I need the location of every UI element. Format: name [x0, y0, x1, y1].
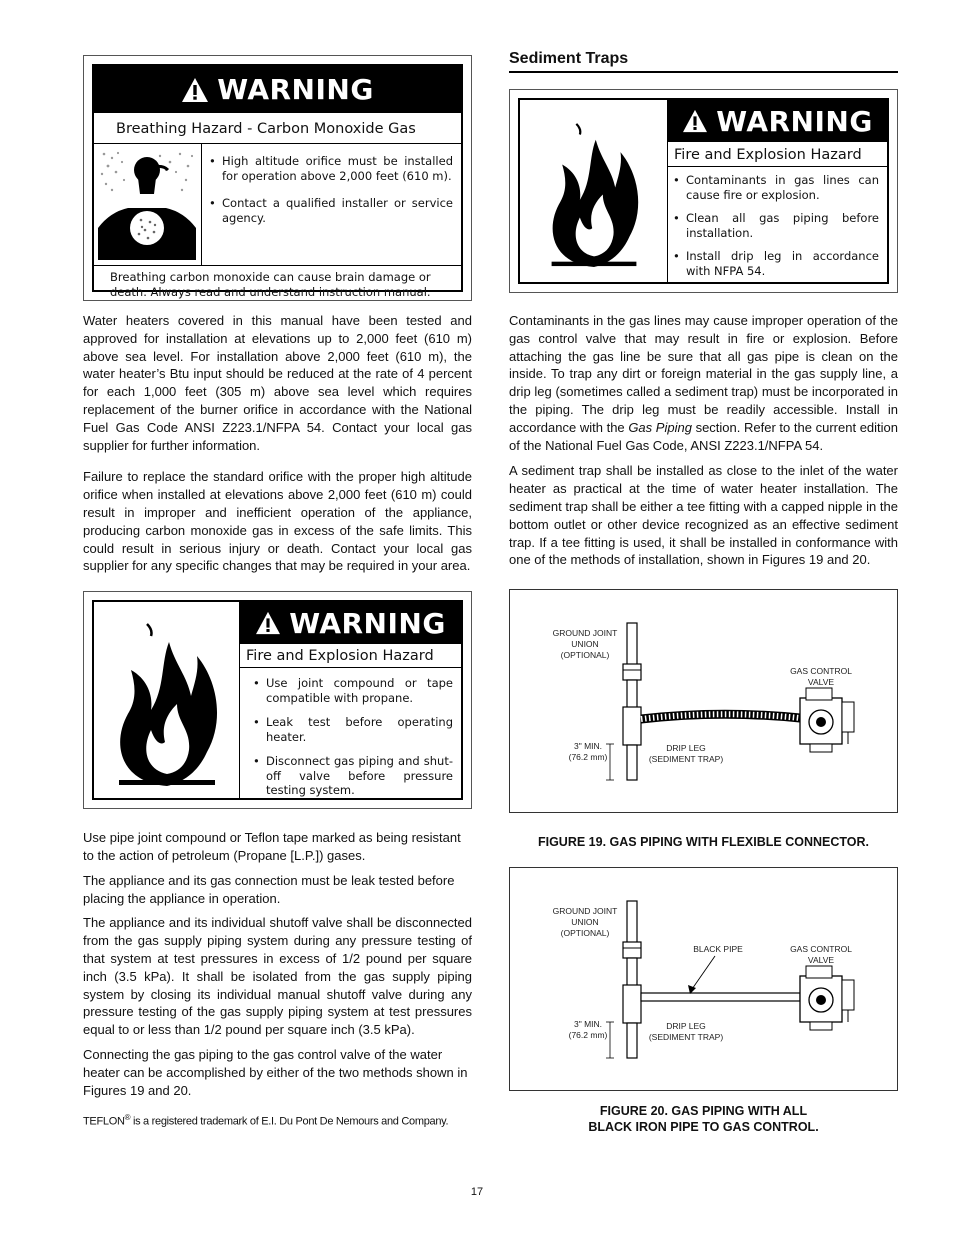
- drip-leg-label: DRIP LEG (SEDIMENT TRAP): [648, 1021, 724, 1043]
- contaminants-paragraph: Contaminants in the gas lines may cause improper operation of the gas control valve that may result in fire or explosion. Before attaching the gas line be sure that all gas pipe is clean on the inside. To trap any dirt or foreign material in the gas supply line, a drip leg (sometimes called a sediment trap) must be incorporated in the piping. The drip leg must be readily accessible. Install in accordance with the Gas Piping section. Refer to the current edition of the National Fuel Gas Code, ANSI Z223.1/NFPA 54.: [509, 313, 899, 453]
- warning-bullet: • Use joint compound or tape compatible with propane.: [248, 676, 453, 705]
- co-warning-label: [83, 55, 472, 301]
- warning-banner: [668, 100, 887, 142]
- warning-bullet: • High altitude orifice must be installed for operation above 2,000 feet (610 m).: [204, 154, 453, 183]
- ground-joint-union-label: GROUND JOINT UNION (OPTIONAL): [552, 628, 618, 661]
- person-inhaling-gas-icon: [98, 148, 196, 260]
- trademark-text: is a registered trademark of E.I. Du Pont De Nemours and Company.: [130, 1115, 449, 1128]
- page-number: 17: [470, 1186, 484, 1198]
- registered-mark: ®: [124, 1113, 131, 1123]
- black-iron-piping-icon: [510, 868, 897, 1090]
- alert-triangle-icon: [682, 109, 708, 133]
- trademark-note: [83, 1113, 472, 1128]
- warning-bullet: • Contact a qualified installer or service agency.: [204, 196, 453, 225]
- pipe-compound-paragraph: Use pipe joint compound or Teflon tape marked as being resistant to the action of petroleum (Propane [L.P.]) gases.: [83, 830, 461, 863]
- fire-pictogram: [520, 100, 668, 282]
- section-title: Sediment Traps: [509, 50, 898, 73]
- altitude-paragraph: Water heaters covered in this manual have been tested and approved for installation at elevations up to 2,000 feet (610 m) above sea level. For installation above 2,000 feet (610 m), the water heater’s Btu input should be reduced at the rate of 4 percent for each 1,000 feet (305 m) above sea level which requires replacement of the burner orifice in accordance with the National Fuel Gas Code ANSI Z223.1/NFPA 54. Contact your local gas supplier for further information.: [83, 313, 472, 453]
- leak-test-paragraph: The appliance and its gas connection must be leak tested before placing the appliance in operation.: [83, 872, 455, 906]
- warning-bullets: [202, 144, 461, 265]
- flame-icon: [107, 610, 227, 790]
- pressure-test-paragraph: The appliance and its individual shutoff valve shall be disconnected from the gas supply piping system during any pressure testing of that system at test pressures in excess of 1/2 pound per square inch (3.5 kPa). It shall be isolated from the gas supply piping system by closing its individual manual shutoff valve during any pressure testing of the gas supply piping system at test pressures equal to or less than 1/2 pound per square inch (3.5 kPa).: [83, 915, 472, 1038]
- fire-pictogram: [94, 602, 240, 798]
- gas-piping-reference: Gas Piping: [628, 419, 692, 435]
- flame-icon: [541, 105, 647, 277]
- warning-heading: Fire and Explosion Hazard: [668, 142, 887, 167]
- warning-banner-text: WARNING: [716, 104, 873, 138]
- drip-leg-label: DRIP LEG (SEDIMENT TRAP): [648, 743, 724, 765]
- ground-joint-union-label: GROUND JOINT UNION (OPTIONAL): [552, 906, 618, 939]
- warning-bullet: • Disconnect gas piping and shut-off valve before pressure testing system.: [248, 754, 453, 798]
- gas-control-valve-label: GAS CONTROL VALVE: [790, 666, 852, 688]
- connection-paragraph: Connecting the gas piping to the gas control valve of the water heater can be accomplished by either of the two methods shown in Figures 19 and 20.: [83, 1046, 468, 1098]
- min-length-label: 3" MIN. (76.2 mm): [568, 741, 608, 763]
- left-column: [83, 55, 472, 1128]
- right-column: [509, 50, 898, 1135]
- black-pipe-label: BLACK PIPE: [693, 944, 743, 955]
- orifice-paragraph: Failure to replace the standard orifice with the proper high altitude orifice when installed at elevations above 2,000 feet (610 m) could result in improper and inefficient operation of the appliance, producing carbon monoxide gas in excess of the safe limits. This could result in serious injury or death. Contact your local gas supplier for any specific changes that may be required in your area.: [83, 469, 472, 574]
- figure-19-diagram: [509, 589, 898, 813]
- fire-warning-label: [83, 591, 472, 809]
- figure-20-caption-line2: BLACK IRON PIPE TO GAS CONTROL.: [588, 1120, 819, 1135]
- contaminant-warning-label: [509, 89, 898, 293]
- warning-bullet: • Clean all gas piping before installation.: [668, 211, 879, 240]
- figure-20-diagram: [509, 867, 898, 1091]
- alert-triangle-icon: [181, 77, 209, 103]
- warning-banner: [94, 66, 461, 113]
- alert-triangle-icon: [255, 611, 281, 635]
- warning-heading: Fire and Explosion Hazard: [240, 644, 461, 668]
- sediment-trap-paragraph: A sediment trap shall be installed as close to the inlet of the water heater as practical at the time of water heater installation. The sediment trap shall be either a tee fitting with a capped nipple in the bottom outlet or other device recognized as an effective sediment trap. If a tee fitting is used, it shall be installed in conformance with one of the methods of installation, shown in Figures 19 and 20.: [509, 463, 898, 568]
- min-length-label: 3" MIN. (76.2 mm): [568, 1019, 608, 1041]
- warning-bullets: [240, 668, 461, 798]
- warning-banner-text: WARNING: [289, 606, 446, 640]
- co-breathing-pictogram: [94, 144, 202, 265]
- figure-19-caption: FIGURE 19. GAS PIPING WITH FLEXIBLE CONNECTOR.: [537, 835, 870, 850]
- warning-banner-text: WARNING: [217, 73, 374, 106]
- warning-banner: [240, 602, 461, 644]
- warning-heading: Breathing Hazard - Carbon Monoxide Gas: [94, 113, 461, 144]
- warning-bullets: [668, 167, 887, 278]
- warning-bullet: • Contaminants in gas lines can cause fire or explosion.: [668, 173, 879, 202]
- figure-20-caption: [509, 1103, 898, 1135]
- warning-bullet: • Install drip leg in accordance with NFPA 54.: [668, 249, 879, 278]
- flexible-connector-piping-icon: [510, 590, 897, 812]
- figure-20-caption-line1: FIGURE 20. GAS PIPING WITH ALL: [599, 1104, 808, 1119]
- warning-footer: Breathing carbon monoxide can cause brain damage or death. Always read and understand instruction manual.: [110, 270, 431, 299]
- warning-bullet: • Leak test before operating heater.: [248, 715, 453, 744]
- trademark-name: TEFLON: [83, 1115, 125, 1128]
- gas-control-valve-label: GAS CONTROL VALVE: [790, 944, 852, 966]
